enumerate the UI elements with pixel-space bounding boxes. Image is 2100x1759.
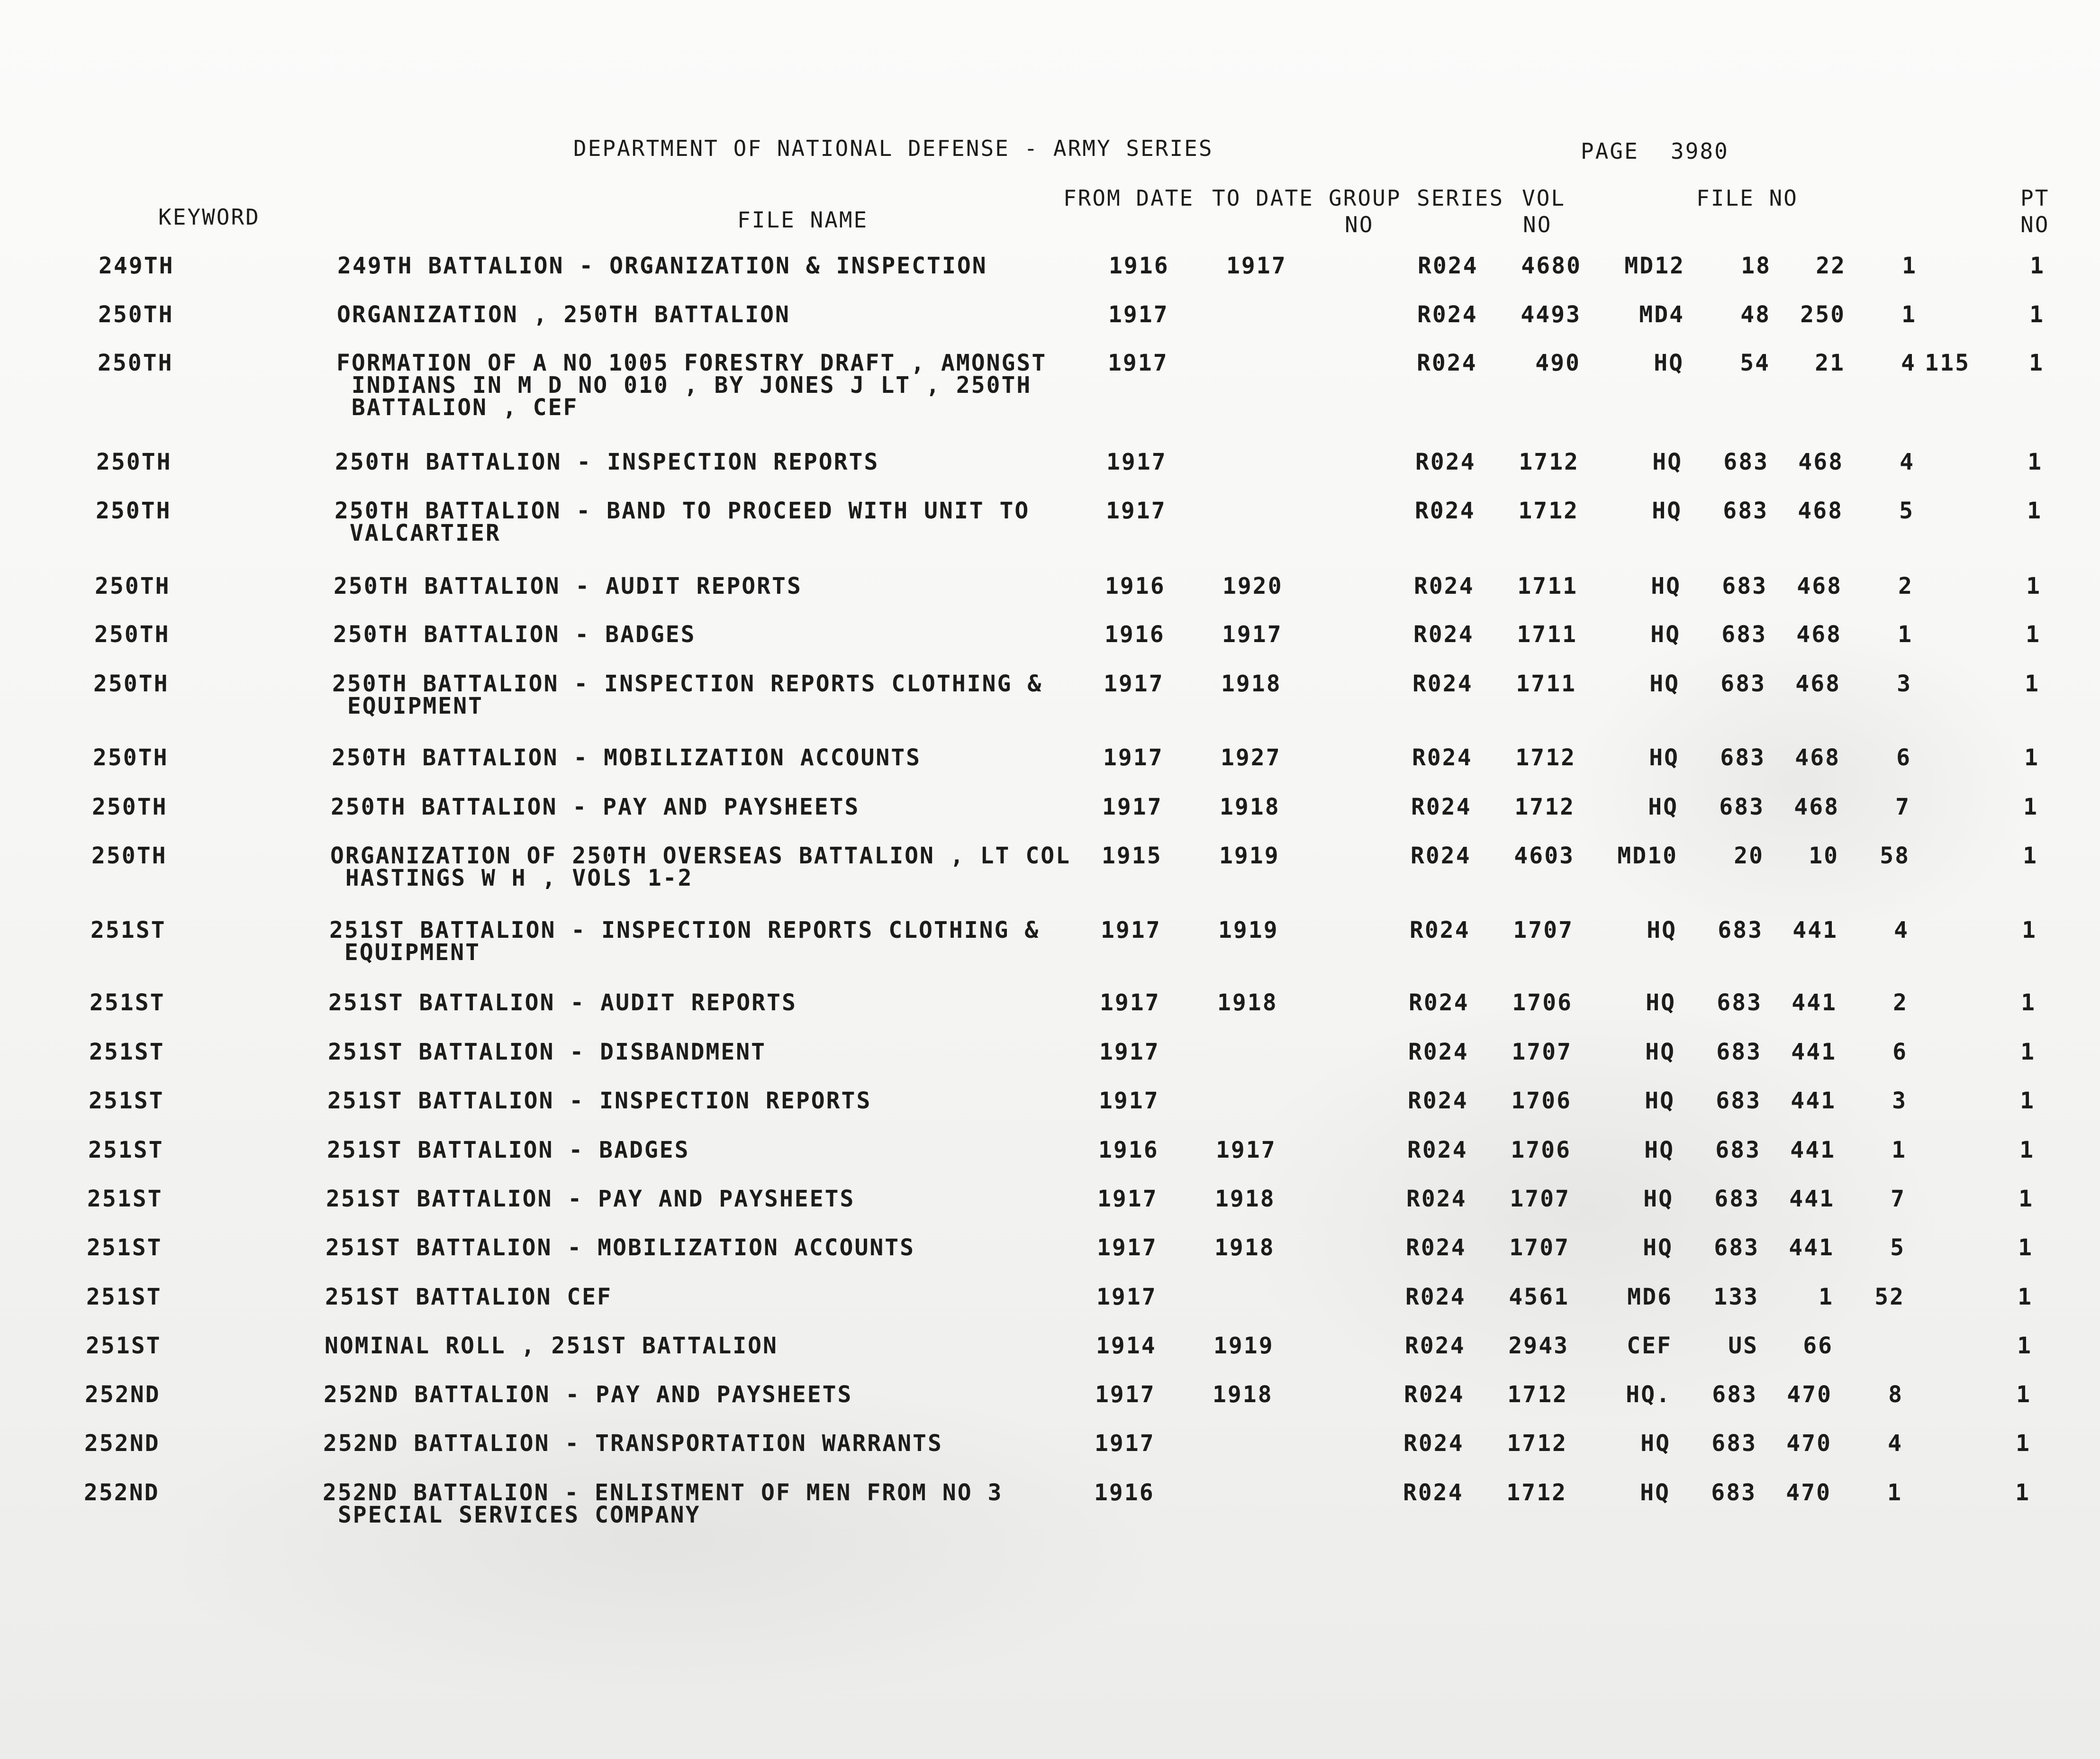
cell-from-date: 1916 — [1094, 1479, 1155, 1506]
cell-series: R024 — [1408, 1039, 1469, 1065]
cell-file-no-4: 1 — [1898, 621, 1913, 648]
cell-vol-no: 1711 — [1517, 573, 1578, 599]
cell-keyword: 251ST — [87, 1186, 163, 1212]
cell-keyword: 250TH — [92, 794, 168, 820]
cell-file-no-2: 18 — [1741, 253, 1771, 279]
cell-to-date: 1919 — [1219, 843, 1280, 869]
cell-file-no-4: 3 — [1892, 1088, 1907, 1114]
cell-file-no-1: HQ — [1652, 498, 1682, 524]
cell-vol-no: 1712 — [1506, 1479, 1567, 1506]
cell-series: R024 — [1409, 989, 1469, 1016]
cell-series: R024 — [1403, 1479, 1464, 1506]
cell-file-no-4: 4 — [1900, 449, 1915, 475]
cell-from-date: 1917 — [1100, 989, 1160, 1016]
cell-pt-no: 1 — [2023, 794, 2038, 820]
column-header-vol-no: NO — [1523, 212, 1552, 237]
cell-from-date: 1917 — [1106, 449, 1167, 475]
cell-file-no-2: 133 — [1713, 1284, 1759, 1310]
cell-vol-no: 4493 — [1521, 301, 1581, 328]
cell-to-date: 1918 — [1214, 1234, 1275, 1261]
cell-file-no-3: 441 — [1790, 1137, 1836, 1163]
cell-keyword: 250TH — [96, 449, 172, 475]
cell-pt-no: 1 — [2020, 1088, 2035, 1114]
cell-keyword: 252ND — [84, 1479, 160, 1506]
cell-file-no-2: 683 — [1720, 744, 1765, 771]
cell-file-no-1: CEF — [1627, 1333, 1672, 1359]
cell-file-name: 251ST BATTALION - DISBANDMENT — [328, 1039, 767, 1065]
cell-file-no-3: 468 — [1798, 498, 1843, 524]
cell-pt-no: 1 — [2016, 1430, 2031, 1457]
table-row — [0, 673, 2100, 744]
cell-file-no-1: HQ — [1649, 671, 1680, 697]
cell-file-no-2: 683 — [1718, 917, 1763, 943]
cell-file-no-2: 683 — [1717, 989, 1762, 1016]
cell-keyword: 250TH — [94, 621, 170, 648]
table-row — [0, 1479, 2100, 1553]
cell-pt-no: 1 — [2026, 621, 2041, 648]
cell-from-date: 1916 — [1098, 1137, 1159, 1163]
cell-series: R024 — [1412, 744, 1473, 771]
cell-file-no-2: 683 — [1711, 1479, 1756, 1506]
column-header-vol: VOL — [1522, 185, 1566, 211]
cell-file-no-2: 20 — [1734, 843, 1764, 869]
column-header-to-date: TO DATE — [1212, 185, 1314, 211]
cell-file-no-1: HQ — [1640, 1430, 1671, 1457]
document-title: DEPARTMENT OF NATIONAL DEFENSE - ARMY SERIES — [573, 136, 1213, 161]
column-header-group: GROUP — [1329, 185, 1402, 211]
cell-file-name: 251ST BATTALION CEF — [325, 1284, 613, 1310]
cell-to-date: 1918 — [1217, 989, 1278, 1016]
table-row — [0, 352, 2100, 423]
cell-to-date: 1919 — [1218, 917, 1279, 943]
cell-vol-no: 1711 — [1517, 621, 1577, 648]
cell-to-date: 1917 — [1216, 1137, 1276, 1163]
cell-file-no-4: 6 — [1896, 744, 1911, 771]
cell-file-no-4: 1 — [1901, 301, 1917, 328]
cell-pt-no: 1 — [2021, 989, 2036, 1016]
cell-series: R024 — [1405, 1284, 1466, 1310]
cell-pt-no: 1 — [2020, 1039, 2036, 1065]
cell-file-no-1: HQ — [1643, 1234, 1673, 1261]
cell-file-no-3: 441 — [1792, 989, 1837, 1016]
cell-from-date: 1917 — [1102, 794, 1163, 820]
cell-file-no-4: 7 — [1895, 794, 1910, 820]
cell-series: R024 — [1412, 671, 1473, 697]
cell-file-name: 251ST BATTALION - AUDIT REPORTS — [328, 989, 797, 1016]
cell-file-no-4: 4 — [1888, 1430, 1903, 1457]
cell-file-name: 249TH BATTALION - ORGANIZATION & INSPECTION — [337, 253, 987, 279]
cell-file-no-2: 683 — [1714, 1234, 1759, 1261]
cell-keyword: 251ST — [89, 1039, 165, 1065]
cell-series: R024 — [1410, 917, 1470, 943]
cell-file-no-4: 5 — [1899, 498, 1914, 524]
column-header-pt-no: NO — [2020, 212, 2050, 237]
cell-pt-no: 1 — [2023, 843, 2038, 869]
cell-keyword: 250TH — [93, 671, 169, 697]
cell-vol-no: 4603 — [1514, 843, 1575, 869]
cell-file-no-1: HQ — [1651, 573, 1681, 599]
cell-from-date: 1917 — [1096, 1284, 1157, 1310]
cell-series: R024 — [1413, 621, 1474, 648]
cell-vol-no: 1712 — [1519, 449, 1579, 475]
cell-keyword: 251ST — [91, 917, 166, 943]
cell-file-name: 250TH BATTALION - AUDIT REPORTS — [334, 573, 802, 599]
cell-vol-no: 1707 — [1509, 1234, 1570, 1261]
cell-file-name: 250TH BATTALION - BAND TO PROCEED WITH UNIT TO VALCARTIER — [335, 498, 1030, 546]
cell-pt-no: 1 — [2026, 573, 2041, 599]
cell-file-name: ORGANIZATION , 250TH BATTALION — [337, 301, 790, 328]
cell-file-name: NOMINAL ROLL , 251ST BATTALION — [325, 1333, 778, 1359]
cell-vol-no: 1711 — [1516, 671, 1576, 697]
cell-series: R024 — [1405, 1333, 1466, 1359]
cell-vol-no: 1707 — [1510, 1186, 1570, 1212]
cell-series: R024 — [1406, 1186, 1467, 1212]
cell-file-no-1: MD12 — [1624, 253, 1685, 279]
cell-from-date: 1916 — [1105, 573, 1166, 599]
cell-file-no-4: 52 — [1874, 1284, 1905, 1310]
cell-series: R024 — [1417, 301, 1478, 328]
cell-file-no-1: HQ — [1645, 1088, 1675, 1114]
page-label: PAGE — [1581, 138, 1639, 164]
cell-from-date: 1917 — [1099, 1039, 1160, 1065]
cell-file-no-4: 2 — [1893, 989, 1908, 1016]
cell-file-no-1: HQ — [1640, 1479, 1670, 1506]
cell-file-no-2: 683 — [1712, 1381, 1757, 1408]
cell-file-no-3: 1 — [1819, 1284, 1834, 1310]
cell-file-no-4: 6 — [1892, 1039, 1908, 1065]
cell-file-no-4: 4 — [1901, 350, 1916, 376]
cell-to-date: 1918 — [1213, 1381, 1273, 1408]
cell-file-no-1: HQ — [1654, 350, 1684, 376]
cell-pt-no: 1 — [2029, 301, 2045, 328]
cell-keyword: 251ST — [89, 1088, 164, 1114]
cell-from-date: 1917 — [1104, 671, 1164, 697]
cell-keyword: 250TH — [91, 843, 167, 869]
cell-file-no-2: 683 — [1722, 573, 1767, 599]
cell-vol-no: 1712 — [1507, 1381, 1568, 1408]
cell-vol-no: 1712 — [1507, 1430, 1567, 1457]
cell-file-no-1: MD10 — [1617, 843, 1678, 869]
cell-file-no-2: US — [1728, 1333, 1758, 1359]
cell-file-no-4: 1 — [1887, 1479, 1902, 1506]
cell-file-no-3: 470 — [1786, 1479, 1831, 1506]
cell-file-name: 250TH BATTALION - MOBILIZATION ACCOUNTS — [332, 744, 922, 771]
cell-file-name: 250TH BATTALION - BADGES — [333, 621, 696, 648]
cell-keyword: 250TH — [95, 573, 171, 599]
cell-file-name: 252ND BATTALION - ENLISTMENT OF MEN FROM NO 3 SPECIAL SERVICES COMPANY — [323, 1479, 1003, 1528]
cell-series: R024 — [1404, 1381, 1465, 1408]
cell-to-date: 1927 — [1221, 744, 1281, 771]
cell-file-no-3: 441 — [1792, 917, 1838, 943]
cell-series: R024 — [1406, 1234, 1466, 1261]
cell-to-date: 1918 — [1220, 794, 1280, 820]
cell-keyword: 252ND — [84, 1430, 160, 1457]
cell-keyword: 251ST — [86, 1333, 162, 1359]
cell-file-name: 251ST BATTALION - BADGES — [327, 1137, 690, 1163]
cell-file-name: 250TH BATTALION - INSPECTION REPORTS — [335, 449, 879, 475]
cell-pt-no: 1 — [2027, 498, 2042, 524]
cell-file-name: 251ST BATTALION - MOBILIZATION ACCOUNTS — [326, 1234, 915, 1261]
cell-pt-no: 1 — [2019, 1186, 2034, 1212]
cell-from-date: 1917 — [1101, 917, 1161, 943]
cell-file-name: 251ST BATTALION - INSPECTION REPORTS CLOTHING & EQUIPMENT — [329, 917, 1040, 966]
cell-file-no-3: 10 — [1809, 843, 1839, 869]
cell-file-no-1: HQ — [1648, 794, 1678, 820]
cell-file-no-3: 468 — [1798, 449, 1844, 475]
cell-file-no-1: MD4 — [1639, 301, 1684, 328]
cell-file-no-1: HQ — [1644, 1137, 1675, 1163]
cell-file-no-4: 1 — [1892, 1137, 1907, 1163]
cell-file-no-2: 683 — [1716, 1088, 1761, 1114]
cell-file-no-4: 2 — [1898, 573, 1913, 599]
cell-file-no-2: 683 — [1714, 1186, 1760, 1212]
cell-from-date: 1915 — [1102, 843, 1162, 869]
cell-pt-no: 1 — [2025, 671, 2040, 697]
column-header-from-date: FROM DATE — [1063, 185, 1195, 211]
cell-to-date: 1919 — [1213, 1333, 1274, 1359]
cell-file-name: ORGANIZATION OF 250TH OVERSEAS BATTALION , LT COL HASTINGS W H , VOLS 1-2 — [330, 843, 1071, 891]
cell-file-name: 251ST BATTALION - PAY AND PAYSHEETS — [326, 1186, 855, 1212]
cell-file-no-3: 250 — [1800, 301, 1846, 328]
cell-file-name: 252ND BATTALION - PAY AND PAYSHEETS — [324, 1381, 853, 1408]
cell-file-name: FORMATION OF A NO 1005 FORESTRY DRAFT , AMONGST INDIANS IN M D NO 010 , BY JONES J LT , 250TH BATTALION , CEF — [336, 350, 1047, 421]
cell-file-no-1: MD6 — [1627, 1284, 1673, 1310]
cell-keyword: 251ST — [87, 1234, 163, 1261]
column-header-file-name: FILE NAME — [737, 207, 869, 233]
cell-file-name: 251ST BATTALION - INSPECTION REPORTS — [327, 1088, 872, 1114]
cell-keyword: 251ST — [88, 1137, 164, 1163]
cell-file-no-3: 441 — [1791, 1088, 1836, 1114]
cell-file-no-4: 4 — [1894, 917, 1909, 943]
cell-file-no-3: 468 — [1794, 794, 1839, 820]
cell-file-no-4: 1 — [1902, 253, 1917, 279]
cell-file-no-1: HQ — [1646, 989, 1676, 1016]
cell-pt-no: 1 — [2029, 350, 2044, 376]
cell-vol-no: 1707 — [1512, 1039, 1572, 1065]
column-header-pt: PT — [2020, 185, 2050, 211]
cell-file-no-1: HQ. — [1626, 1381, 1671, 1408]
cell-from-date: 1917 — [1108, 301, 1169, 328]
page-number: 3980 — [1671, 138, 1729, 164]
cell-file-no-3: 470 — [1787, 1381, 1832, 1408]
cell-series: R024 — [1415, 449, 1476, 475]
cell-file-no-1: HQ — [1643, 1186, 1674, 1212]
cell-file-no-5: 115 — [1925, 350, 1970, 376]
cell-to-date: 1917 — [1222, 621, 1283, 648]
cell-file-no-2: 683 — [1715, 1137, 1761, 1163]
cell-file-no-1: HQ — [1645, 1039, 1675, 1065]
cell-file-name: 252ND BATTALION - TRANSPORTATION WARRANTS — [323, 1430, 943, 1457]
cell-file-no-3: 468 — [1797, 573, 1842, 599]
cell-file-no-2: 683 — [1723, 498, 1768, 524]
cell-file-no-1: HQ — [1647, 917, 1677, 943]
cell-keyword: 251ST — [86, 1284, 162, 1310]
cell-to-date: 1917 — [1226, 253, 1287, 279]
cell-from-date: 1917 — [1106, 498, 1167, 524]
cell-from-date: 1916 — [1109, 253, 1169, 279]
cell-from-date: 1914 — [1096, 1333, 1157, 1359]
cell-file-no-3: 468 — [1795, 744, 1840, 771]
cell-vol-no: 1707 — [1513, 917, 1574, 943]
cell-to-date: 1918 — [1221, 671, 1282, 697]
cell-pt-no: 1 — [2019, 1137, 2035, 1163]
cell-file-no-2: 54 — [1740, 350, 1770, 376]
cell-series: R024 — [1411, 843, 1471, 869]
cell-file-no-4: 58 — [1880, 843, 1910, 869]
column-header-keyword: KEYWORD — [158, 204, 260, 230]
cell-from-date: 1917 — [1099, 1088, 1159, 1114]
cell-file-no-4: 3 — [1897, 671, 1912, 697]
cell-keyword: 250TH — [98, 301, 174, 328]
cell-vol-no: 4561 — [1509, 1284, 1569, 1310]
cell-series: R024 — [1411, 794, 1472, 820]
cell-pt-no: 1 — [2030, 253, 2045, 279]
cell-series: R024 — [1415, 498, 1475, 524]
cell-vol-no: 490 — [1535, 350, 1581, 376]
cell-from-date: 1917 — [1097, 1234, 1158, 1261]
cell-keyword: 250TH — [98, 350, 173, 376]
cell-file-no-2: 683 — [1721, 621, 1767, 648]
cell-to-date: 1920 — [1222, 573, 1283, 599]
cell-series: R024 — [1408, 1088, 1468, 1114]
cell-from-date: 1916 — [1104, 621, 1165, 648]
cell-file-no-2: 683 — [1711, 1430, 1757, 1457]
cell-file-no-3: 21 — [1815, 350, 1845, 376]
cell-file-no-3: 441 — [1791, 1039, 1837, 1065]
cell-vol-no: 1706 — [1511, 1137, 1571, 1163]
cell-keyword: 250TH — [96, 498, 172, 524]
cell-file-no-3: 22 — [1816, 253, 1846, 279]
cell-pt-no: 1 — [2015, 1479, 2030, 1506]
cell-from-date: 1917 — [1103, 744, 1164, 771]
cell-series: R024 — [1403, 1430, 1464, 1457]
table-row — [0, 500, 2100, 571]
cell-pt-no: 1 — [2024, 744, 2039, 771]
column-header-group-no: NO — [1345, 212, 1374, 237]
cell-file-no-4: 7 — [1891, 1186, 1906, 1212]
table-row — [0, 845, 2100, 916]
cell-pt-no: 1 — [2017, 1333, 2032, 1359]
cell-series: R024 — [1418, 253, 1478, 279]
cell-pt-no: 1 — [2022, 917, 2037, 943]
cell-vol-no: 1706 — [1512, 989, 1573, 1016]
cell-file-no-3: 468 — [1795, 671, 1841, 697]
cell-file-no-1: HQ — [1649, 744, 1679, 771]
cell-to-date: 1918 — [1215, 1186, 1276, 1212]
cell-file-no-1: HQ — [1652, 449, 1683, 475]
cell-from-date: 1917 — [1108, 350, 1168, 376]
cell-keyword: 250TH — [93, 744, 169, 771]
cell-file-no-3: 441 — [1789, 1234, 1834, 1261]
cell-file-no-3: 66 — [1803, 1333, 1833, 1359]
cell-file-no-3: 470 — [1786, 1430, 1832, 1457]
cell-file-no-4: 8 — [1888, 1381, 1903, 1408]
cell-file-no-2: 683 — [1723, 449, 1769, 475]
cell-pt-no: 1 — [2016, 1381, 2031, 1408]
cell-vol-no: 4680 — [1521, 253, 1582, 279]
cell-vol-no: 2943 — [1508, 1333, 1569, 1359]
cell-file-no-4: 5 — [1890, 1234, 1905, 1261]
cell-file-no-3: 468 — [1796, 621, 1842, 648]
cell-series: R024 — [1407, 1137, 1468, 1163]
column-header-series: SERIES — [1417, 185, 1504, 211]
table-row — [0, 919, 2100, 990]
cell-keyword: 252ND — [85, 1381, 161, 1408]
cell-file-no-1: HQ — [1650, 621, 1681, 648]
cell-pt-no: 1 — [2018, 1284, 2033, 1310]
cell-pt-no: 1 — [2018, 1234, 2033, 1261]
cell-file-no-3: 441 — [1789, 1186, 1835, 1212]
cell-keyword: 251ST — [90, 989, 165, 1016]
cell-vol-no: 1706 — [1511, 1088, 1572, 1114]
cell-vol-no: 1712 — [1514, 794, 1575, 820]
cell-file-no-2: 683 — [1716, 1039, 1762, 1065]
cell-vol-no: 1712 — [1518, 498, 1579, 524]
cell-file-name: 250TH BATTALION - INSPECTION REPORTS CLOTHING & EQUIPMENT — [332, 671, 1043, 719]
cell-file-no-2: 683 — [1720, 671, 1766, 697]
cell-keyword: 249TH — [99, 253, 174, 279]
cell-file-no-2: 48 — [1740, 301, 1771, 328]
cell-from-date: 1917 — [1095, 1430, 1155, 1457]
cell-from-date: 1917 — [1095, 1381, 1156, 1408]
cell-series: R024 — [1417, 350, 1477, 376]
cell-vol-no: 1712 — [1515, 744, 1576, 771]
column-header-file-no: FILE NO — [1696, 185, 1798, 211]
cell-pt-no: 1 — [2028, 449, 2043, 475]
cell-from-date: 1917 — [1097, 1186, 1158, 1212]
cell-file-no-2: 683 — [1719, 794, 1765, 820]
cell-series: R024 — [1414, 573, 1475, 599]
cell-file-name: 250TH BATTALION - PAY AND PAYSHEETS — [331, 794, 860, 820]
